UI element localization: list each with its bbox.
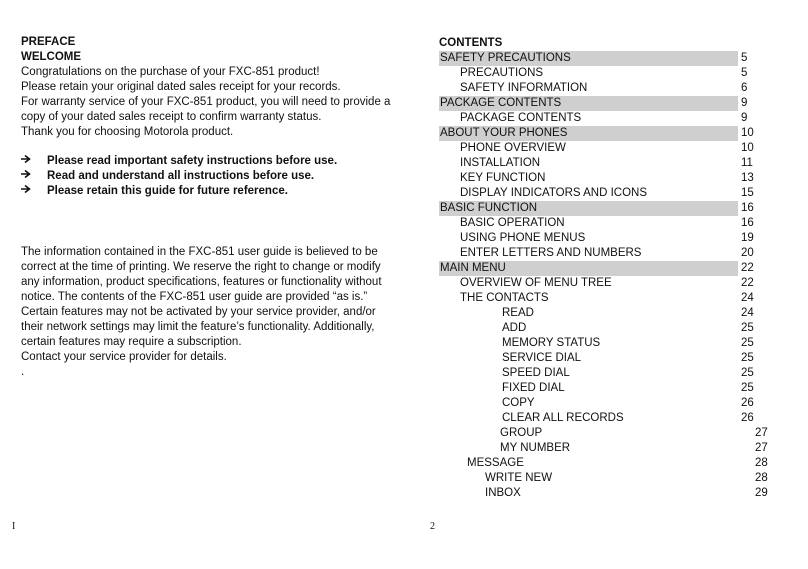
contents-heading: CONTENTS (439, 37, 503, 49)
toc-page-number: 16 (741, 217, 754, 229)
toc-page-number: 10 (741, 127, 754, 139)
arrow-icon (21, 184, 47, 199)
toc-entry-row (439, 66, 769, 81)
toc-entry-row (439, 306, 769, 321)
toc-page-number: 24 (741, 292, 754, 304)
toc-entry-row (439, 186, 769, 201)
toc-label: ENTER LETTERS AND NUMBERS (460, 247, 642, 259)
toc-label: DISPLAY INDICATORS AND ICONS (460, 187, 648, 199)
info-line: . (21, 366, 25, 378)
toc-entry-row (439, 276, 769, 291)
toc-entry-row (439, 486, 769, 501)
toc-entry-row (439, 231, 769, 246)
toc-label: PRECAUTIONS (460, 67, 544, 79)
page-number-right: 2 (430, 521, 435, 532)
toc-entry-row (439, 426, 769, 441)
toc-label: OVERVIEW OF MENU TREE (460, 277, 612, 289)
info-line: The information contained in the FXC-851 user guide is believed to be (21, 246, 378, 258)
toc-label: INBOX (485, 487, 521, 499)
toc-label: BASIC OPERATION (460, 217, 565, 229)
toc-page-number: 9 (741, 112, 748, 124)
instruction-bullet (21, 184, 288, 199)
toc-page-number: 24 (741, 307, 754, 319)
toc-label: MEMORY STATUS (502, 337, 601, 349)
toc-entry-row (439, 216, 769, 231)
toc-label: INSTALLATION (460, 157, 541, 169)
toc-label: SPEED DIAL (502, 367, 570, 379)
toc-section-row (439, 96, 748, 111)
toc-entry-row (439, 171, 769, 186)
toc-label: MAIN MENU (440, 262, 506, 274)
toc-page-number: 28 (755, 472, 768, 484)
bullet-text: Please read important safety instructions before use. (47, 155, 338, 167)
intro-line: Please retain your original dated sales receipt for your records. (21, 81, 341, 93)
toc-page-number: 29 (755, 487, 768, 499)
toc-page-number: 26 (741, 412, 754, 424)
page-number-left: I (12, 521, 16, 532)
toc-entry-row (439, 411, 769, 426)
toc-entry-row (439, 111, 769, 126)
info-line: Certain features may not be activated by your service provider, and/or (21, 306, 376, 318)
right-page (404, 0, 808, 569)
toc-page-number: 10 (741, 142, 754, 154)
preface-heading: PREFACE (21, 36, 76, 48)
toc-entry-row (439, 246, 769, 261)
toc-label: GROUP (500, 427, 543, 439)
info-line: notice. The contents of the FXC-851 user guide are provided “as is.” (21, 291, 368, 303)
toc-page-number: 15 (741, 187, 754, 199)
toc-entry-row (439, 441, 769, 456)
toc-section-row (439, 201, 754, 216)
toc-page-number: 25 (741, 367, 754, 379)
toc-label: MY NUMBER (500, 442, 571, 454)
toc-label: ADD (502, 322, 527, 334)
toc-page-number: 13 (741, 172, 754, 184)
intro-line: For warranty service of your FXC-851 product, you will need to provide a (21, 96, 391, 108)
toc-page-number: 20 (741, 247, 754, 259)
info-line: correct at the time of printing. We reserve the right to change or modify (21, 261, 381, 273)
intro-line: copy of your dated sales receipt to confirm warranty status. (21, 111, 322, 123)
toc-label: MESSAGE (467, 457, 524, 469)
toc-label: ABOUT YOUR PHONES (440, 127, 568, 139)
toc-entry-row (439, 396, 769, 411)
info-line: any information, product specifications, features or functionality without (21, 276, 382, 288)
toc-label: SERVICE DIAL (502, 352, 582, 364)
toc-entry-row (439, 321, 769, 336)
toc-entry-row (439, 81, 769, 96)
toc-entry-row (439, 456, 769, 471)
toc-label: SAFETY INFORMATION (460, 82, 588, 94)
toc-label: WRITE NEW (485, 472, 553, 484)
toc-page-number: 25 (741, 337, 754, 349)
bullet-text: Please retain this guide for future reference. (47, 185, 288, 197)
toc-label: KEY FUNCTION (460, 172, 546, 184)
info-line: certain features may require a subscription. (21, 336, 242, 348)
toc-page-number: 5 (741, 52, 748, 64)
toc-entry-row (439, 471, 769, 486)
toc-label: COPY (502, 397, 535, 409)
arrow-icon (21, 154, 47, 169)
toc-label: PACKAGE CONTENTS (460, 112, 582, 124)
toc-label: USING PHONE MENUS (460, 232, 586, 244)
toc-section-row (439, 126, 754, 141)
toc-entry-row (439, 291, 769, 306)
info-line: Contact your service provider for details. (21, 351, 227, 363)
toc-page-number: 16 (741, 202, 754, 214)
bullet-text: Read and understand all instructions before use. (47, 170, 315, 182)
toc-page-number: 26 (741, 397, 754, 409)
toc-page-number: 19 (741, 232, 754, 244)
intro-line: Congratulations on the purchase of your FXC-851 product! (21, 66, 320, 78)
toc-entry-row (439, 351, 769, 366)
toc-label: READ (502, 307, 534, 319)
toc-page-number: 9 (741, 97, 748, 109)
toc-page-number: 25 (741, 382, 754, 394)
toc-entry-row (439, 381, 769, 396)
welcome-heading: WELCOME (21, 51, 82, 63)
toc-page-number: 6 (741, 82, 748, 94)
toc-page-number: 27 (755, 427, 768, 439)
toc-page-number: 27 (755, 442, 768, 454)
toc-label: BASIC FUNCTION (440, 202, 538, 214)
instruction-bullet (21, 169, 314, 184)
toc-label: PACKAGE CONTENTS (440, 97, 562, 109)
toc-page-number: 11 (741, 157, 753, 169)
toc-label: CLEAR ALL RECORDS (502, 412, 624, 424)
toc-page-number: 25 (741, 352, 754, 364)
toc-label: PHONE OVERVIEW (460, 142, 566, 154)
toc-page-number: 22 (741, 262, 754, 274)
toc-page-number: 5 (741, 67, 748, 79)
toc-entry-row (439, 141, 769, 156)
toc-entry-row (439, 156, 769, 171)
instruction-bullet (21, 154, 337, 169)
toc-entry-row (439, 336, 769, 351)
toc-page-number: 25 (741, 322, 754, 334)
toc-page-number: 22 (741, 277, 754, 289)
toc-label: THE CONTACTS (460, 292, 549, 304)
info-line: their network settings may limit the feature’s functionality. Additionally, (21, 321, 375, 333)
toc-section-row (439, 51, 748, 66)
toc-label: FIXED DIAL (502, 382, 565, 394)
toc-entry-row (439, 366, 769, 381)
toc-label: SAFETY PRECAUTIONS (440, 52, 571, 64)
toc-page-number: 28 (755, 457, 768, 469)
toc-section-row (439, 261, 754, 276)
arrow-icon (21, 169, 47, 184)
intro-line: Thank you for choosing Motorola product. (21, 126, 234, 138)
